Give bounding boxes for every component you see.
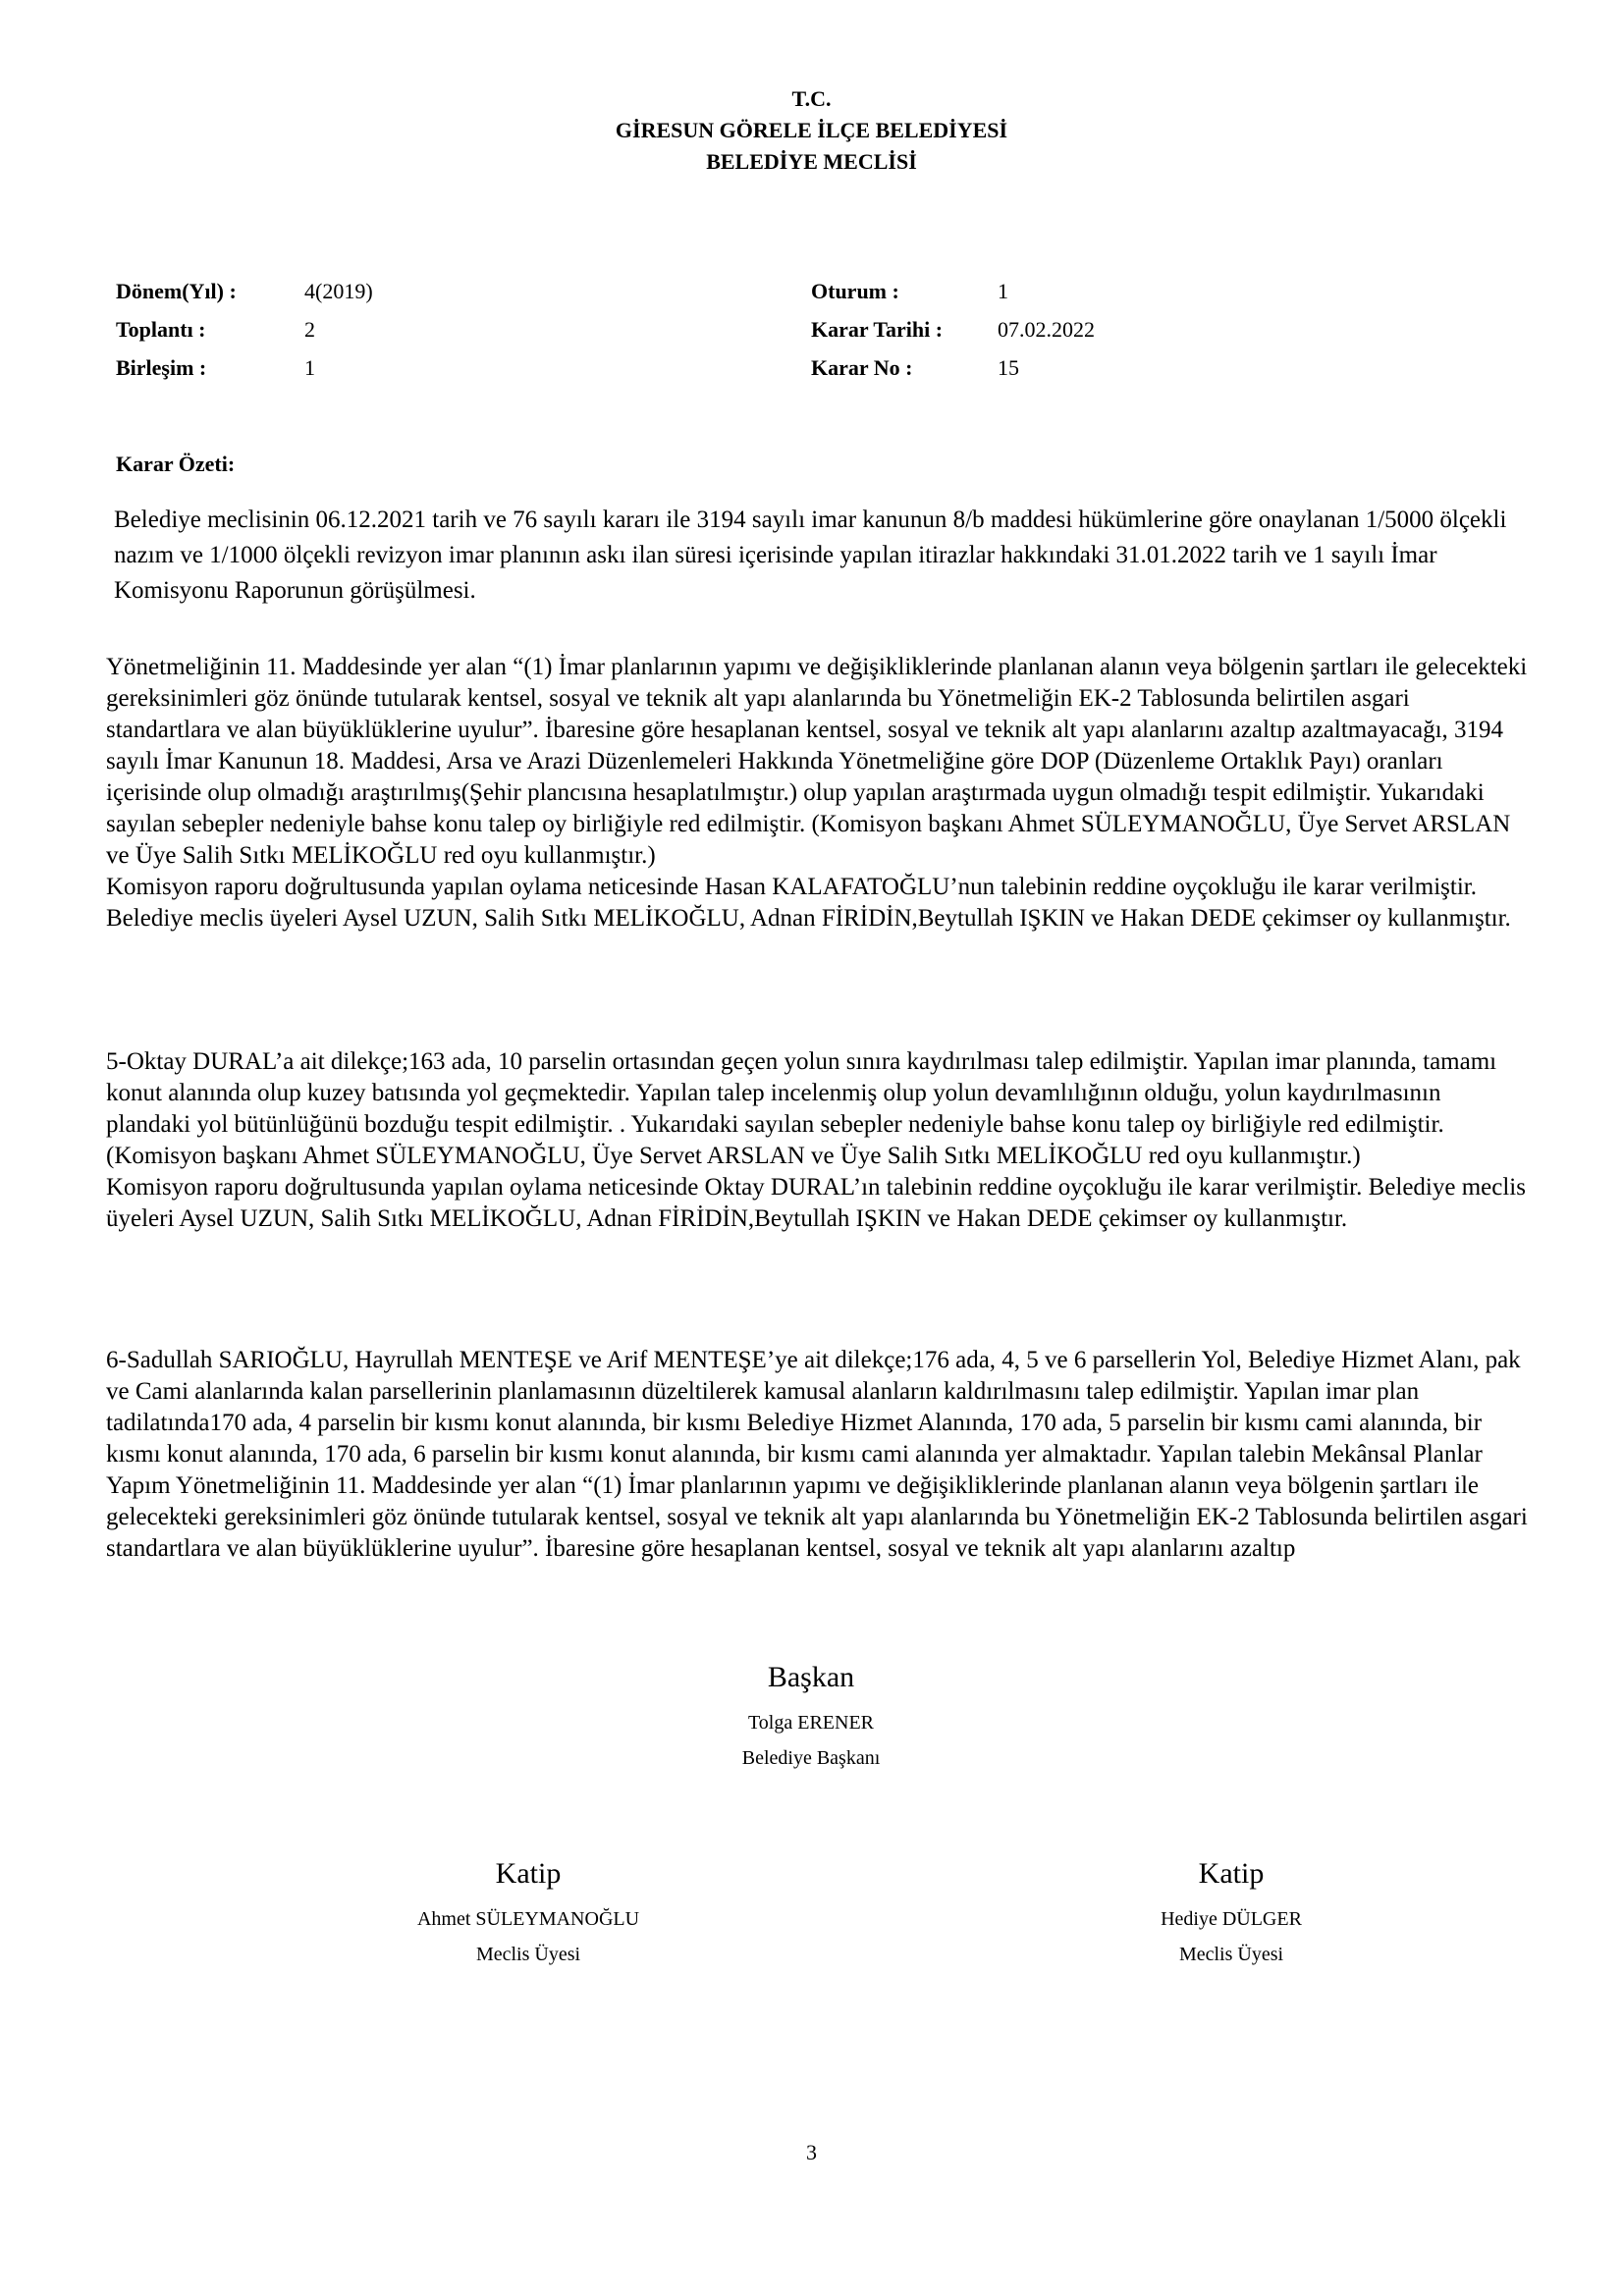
toplanti-value: 2 — [304, 317, 315, 342]
header-council: BELEDİYE MECLİSİ — [706, 149, 917, 174]
birlesim-value: 1 — [304, 355, 315, 380]
oturum-label: Oturum : — [811, 279, 899, 303]
clerk1-title: Katip — [495, 1857, 562, 1890]
karar-no-value: 15 — [998, 355, 1019, 380]
donem-value: 4(2019) — [304, 279, 373, 303]
page-number: 3 — [806, 2140, 817, 2164]
clerk1-name: Ahmet SÜLEYMANOĞLU — [416, 1908, 640, 1930]
donem-label: Dönem(Yıl) : — [116, 279, 237, 303]
clerk1-role: Meclis Üyesi — [475, 1944, 581, 1965]
summary-text: Belediye meclisinin 06.12.2021 tarih ve 76 sayılı kararı ile 3194 sayılı imar kanunun 8/b maddesi hükümlerine göre onaylanan 1/5000 ölçekli nazım ve 1/1000 ölçekli revizyon imar planının askı ilan süresi içerisinde yapılan itirazlar hakkındaki 31.01.2022 tarih ve 1 sayılı İmar Komisyonu Raporunun görüşülmesi. — [114, 507, 1507, 604]
clerk2-name: Hediye DÜLGER — [1161, 1908, 1302, 1930]
oturum-value: 1 — [998, 279, 1008, 303]
header-tc: T.C. — [791, 86, 832, 111]
body-block-2 — [106, 1046, 1528, 1235]
body-paragraph: Yönetmeliğinin 11. Maddesinde yer alan “(1) İmar planlarının yapımı ve değişikliklerinde planlanan alanın veya bölgenin şartları ile gelecekteki gereksinimleri göz önünde tutularak kentsel, sosyal ve teknik alt yapı alanlarında bu Yönetmeliğin EK-2 Tablosunda belirtilen asgari standartlara ve alan büyüklüklerine uyulur”. İbaresine göre hesaplanan kentsel, sosyal ve teknik alt yapı alanlarını azaltıp azaltmayacağı, 3194 sayılı İmar Kanunun 18. Maddesi, Arsa ve Arazi Düzenlemeleri Hakkında Yönetmeliğine göre DOP (Düzenleme Ortaklık Payı) oranları içerisinde olup olmadığı araştırılmış(Şehir plancısına hesaplatılmıştır.) olup yapılan araştırmada uygun olmadığı tespit edilmiştir. Yukarıdaki sayılan sebepler nedeniyle bahse konu talep oy birliğiyle red edilmiştir. (Komisyon başkanı Ahmet SÜLEYMANOĞLU, Üye Servet ARSLAN ve Üye Salih Sıtkı MELİKOĞLU red oyu kullanmıştır.) — [106, 654, 1528, 869]
body-paragraph: Komisyon raporu doğrultusunda yapılan oylama neticesinde Hasan KALAFATOĞLU’nun talebinin reddine oyçokluğu ile karar verilmiştir. Belediye meclis üyeleri Aysel UZUN, Salih Sıtkı MELİKOĞLU, Adnan FİRİDİN,Beytullah IŞKIN ve Hakan DEDE çekimser oy kullanmıştır. — [106, 874, 1511, 932]
body-paragraph: 5-Oktay DURAL’a ait dilekçe;163 ada, 10 parselin ortasından geçen yolun sınıra kaydırılması talep edilmiştir. Yapılan imar planında, tamamı konut alanında olup kuzey batısında yol geçmektedir. Yapılan talep incelenmiş olup yolun devamlılığının olduğu, yolun kaydırılmasının plandaki yol bütünlüğünü bozduğu tespit edilmiştir. . Yukarıdaki sayılan sebepler nedeniyle bahse konu talep oy birliğiyle red edilmiştir. (Komisyon başkanı Ahmet SÜLEYMANOĞLU, Üye Servet ARSLAN ve Üye Salih Sıtkı MELİKOĞLU red oyu kullanmıştır.) — [106, 1048, 1497, 1169]
body-paragraph: 6-Sadullah SARIOĞLU, Hayrullah MENTEŞE ve Arif MENTEŞE’ye ait dilekçe;176 ada, 4, 5 ve 6 parsellerin Yol, Belediye Hizmet Alanı, pak ve Cami alanlarında kalan parsellerinin planlamasının düzeltilerek kamusal alanların kaldırılmasını talep edilmiştir. Yapılan imar plan tadilatında170 ada, 4 parselin bir kısmı konut alanında, bir kısmı Belediye Hizmet Alanında, 170 ada, 5 parselin bir kısmı cami alanında, bir kısmı konut alanında, 170 ada, 6 parselin bir kısmı konut alanında, bir kısmı cami alanında yer almaktadır. Yapılan talebin Mekânsal Planlar Yapım Yönetmeliğinin 11. Maddesinde yer alan “(1) İmar planlarının yapımı ve değişikliklerinde planlanan alanın veya bölgenin şartları ile gelecekteki gereksinimleri göz önünde tutularak kentsel, sosyal ve teknik alt yapı alanlarında bu Yönetmeliğin EK-2 Tablosunda belirtilen asgari standartlara ve alan büyüklüklerine uyulur”. İbaresine göre hesaplanan kentsel, sosyal ve teknik alt yapı alanlarını azaltıp — [106, 1347, 1528, 1562]
birlesim-label: Birleşim : — [116, 355, 207, 380]
clerk2-title: Katip — [1198, 1857, 1265, 1890]
body-paragraph: Komisyon raporu doğrultusunda yapılan oylama neticesinde Oktay DURAL’ın talebinin reddine oyçokluğu ile karar verilmiştir. Belediye meclis üyeleri Aysel UZUN, Salih Sıtkı MELİKOĞLU, Adnan FİRİDİN,Beytullah IŞKIN ve Hakan DEDE çekimser oy kullanmıştır. — [106, 1174, 1526, 1232]
karar-tarihi-value: 07.02.2022 — [998, 317, 1095, 342]
clerk2-role: Meclis Üyesi — [1178, 1944, 1284, 1965]
karar-no-label: Karar No : — [811, 355, 913, 380]
summary-title: Karar Özeti: — [116, 452, 236, 476]
karar-tarihi-label: Karar Tarihi : — [811, 317, 944, 342]
header-municipality: GİRESUN GÖRELE İLÇE BELEDİYESİ — [615, 118, 1008, 142]
toplanti-label: Toplantı : — [116, 317, 206, 342]
president-name: Tolga ERENER — [747, 1712, 875, 1734]
body-block-3 — [106, 1345, 1528, 1565]
body-block-1 — [106, 652, 1528, 934]
president-role: Belediye Başkanı — [741, 1747, 881, 1769]
president-title: Başkan — [767, 1661, 855, 1693]
